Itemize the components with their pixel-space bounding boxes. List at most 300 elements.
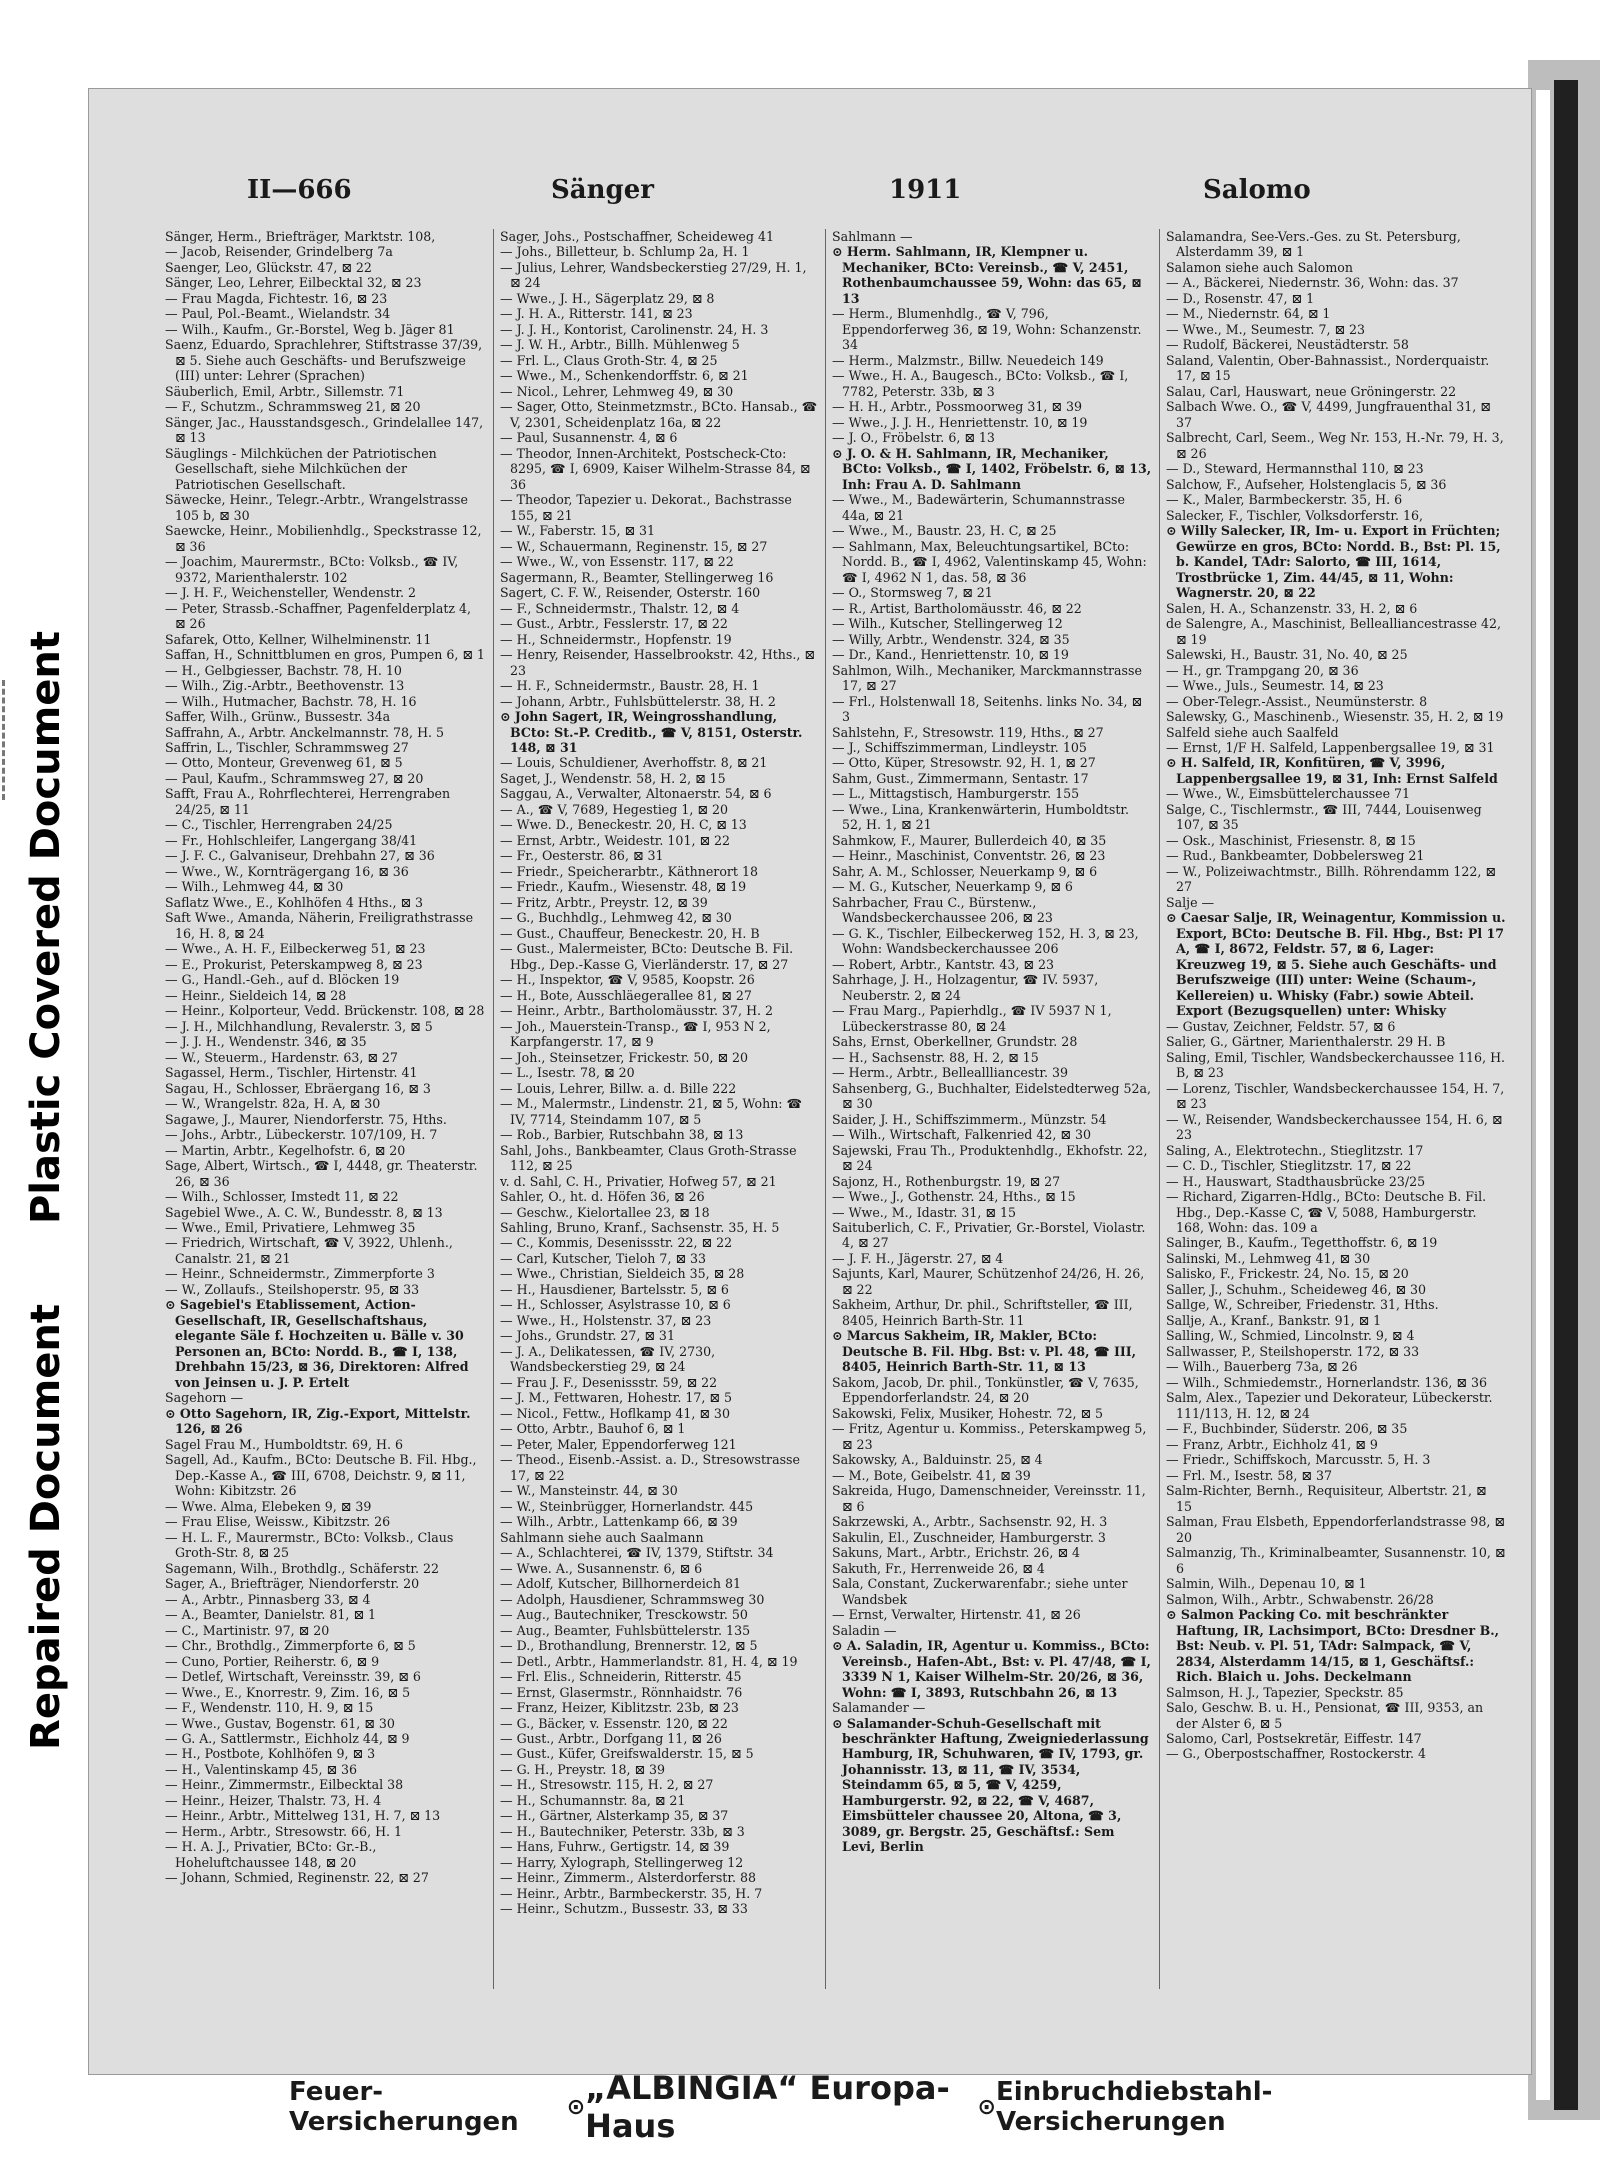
column-4 bbox=[1159, 229, 1506, 1989]
directory-entry: Saget, J., Wendenstr. 58, H. 2, ⊠ 15 bbox=[500, 770, 726, 786]
footer-right: Einbruchdiebstahl-Versicherungen bbox=[995, 2077, 1273, 2137]
footer-center: „ALBINGIA“ Europa-Haus bbox=[585, 2069, 950, 2145]
directory-entry: — F., Wendenstr. 110, H. 9, ⊠ 15 bbox=[165, 1700, 374, 1716]
directory-entry: — W., Steinbrügger, Hornerlandstr. 445 bbox=[500, 1498, 754, 1514]
directory-entry: Salau, Carl, Hauswart, neue Gröningerstr. 22 bbox=[1166, 383, 1457, 399]
directory-entry: — J. O., Fröbelstr. 6, ⊠ 13 bbox=[832, 430, 995, 446]
directory-entry: — Detlef, Wirtschaft, Vereinsstr. 39, ⊠ 6 bbox=[165, 1669, 421, 1685]
directory-entry: ⊙ Herm. Sahlmann, IR, Klempner u. Mechaniker, BCto: Vereinsb., ☎ V, 2451, Rothenbaumchaussee 59, Wohn: das 65, ⊠ 13 bbox=[832, 244, 1142, 306]
directory-entry: Salamon siehe auch Salomon bbox=[1166, 259, 1353, 275]
footer-sep-1: ⊙ bbox=[566, 2094, 586, 2120]
directory-entry: Sager, A., Briefträger, Niendorferstr. 20 bbox=[165, 1576, 420, 1592]
directory-entry: Sala, Constant, Zuckerwarenfabr.; siehe unter Wandsbek bbox=[832, 1576, 1128, 1607]
directory-entry: — Wwe. Alma, Elebeken 9, ⊠ 39 bbox=[165, 1498, 372, 1514]
directory-entry: — R., Artist, Bartholomäusstr. 46, ⊠ 22 bbox=[832, 600, 1082, 616]
directory-entry: — A., ☎ V, 7689, Hegestieg 1, ⊠ 20 bbox=[500, 801, 728, 817]
directory-entry: Sänger, Herm., Briefträger, Marktstr. 108, bbox=[165, 229, 436, 244]
directory-entry: — Louis, Lehrer, Billw. a. d. Bille 222 bbox=[500, 1080, 737, 1096]
directory-entry: — W., Wrangelstr. 82a, H. A, ⊠ 30 bbox=[165, 1096, 381, 1112]
directory-entry: Salmson, H. J., Tapezier, Speckstr. 85 bbox=[1166, 1684, 1404, 1700]
directory-entry: — Ernst, Arbtr., Weidestr. 101, ⊠ 22 bbox=[500, 832, 731, 848]
directory-entry: — Peter, Strassb.-Schaffner, Pagenfelderplatz 4, ⊠ 26 bbox=[165, 600, 472, 632]
directory-entry: Saggau, A., Verwalter, Altonaerstr. 54, ⊠ 6 bbox=[500, 786, 772, 802]
directory-entry: — Wwe., M., Seumestr. 7, ⊠ 23 bbox=[1166, 321, 1366, 337]
directory-entry: — M., Malermstr., Lindenstr. 21, ⊠ 5, Wohn: ☎ IV, 7714, Steindamm 107, ⊠ 5 bbox=[500, 1096, 803, 1127]
directory-entry: Saenz, Eduardo, Sprachlehrer, Stiftstrasse 37/39, ⊠ 5. Siehe auch Geschäfts- und Berufszweige (III) unter: Lehrer (Sprachen) bbox=[165, 337, 483, 384]
directory-entry: Sakheim, Arthur, Dr. phil., Schriftsteller, ☎ III, 8405, Heinrich Barth-Str. 11 bbox=[832, 1297, 1133, 1328]
directory-entry: Salje — bbox=[1166, 894, 1215, 910]
directory-entry: Sakulin, El., Zuschneider, Hamburgerstr. 3 bbox=[832, 1529, 1106, 1545]
directory-entry: Sagebiel Wwe., A. C. W., Bundesstr. 8, ⊠ 13 bbox=[165, 1204, 443, 1220]
directory-entry: — C. D., Tischler, Stieglitzstr. 17, ⊠ 22 bbox=[1166, 1158, 1412, 1174]
directory-entry: — Otto, Arbtr., Bauhof 6, ⊠ 1 bbox=[500, 1421, 686, 1437]
directory-entry: Salewsky, G., Maschinenb., Wiesenstr. 35, H. 2, ⊠ 19 bbox=[1166, 709, 1504, 725]
header-right-word: Salomo bbox=[1203, 175, 1311, 205]
directory-entry: — H., Valentinskamp 45, ⊠ 36 bbox=[165, 1761, 358, 1777]
directory-entry: — Frl. M., Isestr. 58, ⊠ 37 bbox=[1166, 1467, 1332, 1483]
directory-entry: — J. H., Milchhandlung, Revalerstr. 3, ⊠ 5 bbox=[165, 1018, 433, 1034]
directory-entry: Salmin, Wilh., Depenau 10, ⊠ 1 bbox=[1166, 1576, 1367, 1592]
directory-entry: — Friedr., Schiffskoch, Marcusstr. 5, H. 3 bbox=[1166, 1452, 1431, 1468]
directory-entry: Sahlmann — bbox=[832, 229, 913, 244]
directory-entry: — J. H. A., Ritterstr. 141, ⊠ 23 bbox=[500, 306, 693, 322]
directory-entry: — Wwe., Juls., Seumestr. 14, ⊠ 23 bbox=[1166, 678, 1384, 694]
directory-entry: — H., Schneidermstr., Hopfenstr. 19 bbox=[500, 631, 732, 647]
directory-entry: Safarek, Otto, Kellner, Wilhelminenstr. 11 bbox=[165, 631, 432, 647]
directory-entry: Sahm, Gust., Zimmermann, Sentastr. 17 bbox=[832, 770, 1089, 786]
directory-entry: — Wilh., Lehmweg 44, ⊠ 30 bbox=[165, 879, 344, 895]
directory-entry: — H., Hausdiener, Bartelsstr. 5, ⊠ 6 bbox=[500, 1281, 729, 1297]
directory-entry: — Joachim, Maurermstr., BCto: Volksb., ☎ IV, 9372, Marienthalerstr. 102 bbox=[165, 554, 459, 585]
directory-entry: Sagermann, R., Beamter, Stellingerweg 16 bbox=[500, 569, 774, 585]
directory-entry: — F., Buchbinder, Süderstr. 206, ⊠ 35 bbox=[1166, 1421, 1408, 1437]
directory-entry: Sagehorn — bbox=[165, 1390, 244, 1406]
directory-entry: Salling, W., Schmied, Lincolnstr. 9, ⊠ 4 bbox=[1166, 1328, 1415, 1344]
directory-entry: — J. J. H., Kontorist, Carolinenstr. 24, H. 3 bbox=[500, 321, 769, 337]
header-left-word: Sänger bbox=[551, 175, 654, 205]
directory-entry: — Nicol., Fettw., Hoflkamp 41, ⊠ 30 bbox=[500, 1405, 730, 1421]
directory-entry: — Gust., Küfer, Greifswalderstr. 15, ⊠ 5 bbox=[500, 1746, 754, 1762]
directory-entry: Salen, H. A., Schanzenstr. 33, H. 2, ⊠ 6 bbox=[1166, 600, 1418, 616]
directory-entry: Salmon, Wilh., Arbtr., Schwabenstr. 26/28 bbox=[1166, 1591, 1434, 1607]
directory-entry: Sahlmon, Wilh., Mechaniker, Marckmannstrasse 17, ⊠ 27 bbox=[832, 662, 1142, 694]
directory-entry: ⊙ John Sagert, IR, Weingrosshandlung, BCto: St.-P. Creditb., ☎ V, 8151, Osterstr. 148, ⊠ 31 bbox=[500, 709, 803, 755]
directory-entry: — Otto, Monteur, Grevenweg 61, ⊠ 5 bbox=[165, 755, 403, 771]
directory-entry: — Heinr., Kolporteur, Vedd. Brückenstr. 108, ⊠ 28 bbox=[165, 1003, 485, 1019]
directory-entry: — H. H., Arbtr., Possmoorweg 31, ⊠ 39 bbox=[832, 399, 1082, 415]
directory-entry: — M., Niedernstr. 64, ⊠ 1 bbox=[1166, 306, 1331, 322]
directory-entry: — Aug., Bautechniker, Tresckowstr. 50 bbox=[500, 1607, 748, 1623]
directory-entry: ⊙ Caesar Salje, IR, Weinagentur, Kommission u. Export, BCto: Deutsche B. Fil. Hbg., Bst: Pl 17 A, ☎ I, 8672, Feldstr. 57, ⊠ 6, Lager: Kreuzweg 19, ⊠ 5. Siehe auch Geschäfts- und Berufszweige (III) unter: Weine (Schaum-, Kellereien) u. Whisky (Fabr.) sowie Abteil. Export (Bezugsquellen) unter: Whisky bbox=[1166, 910, 1506, 1019]
directory-entry: — C., Tischler, Herrengraben 24/25 bbox=[165, 817, 393, 833]
directory-entry: Salfeld siehe auch Saalfeld bbox=[1166, 724, 1339, 740]
directory-entry: — Friedrich, Wirtschaft, ☎ V, 3922, Uhlenh., Canalstr. 21, ⊠ 21 bbox=[165, 1235, 453, 1266]
directory-entry: — H., Inspektor, ☎ V, 9585, Koopstr. 26 bbox=[500, 972, 755, 988]
directory-entry: — Detl., Arbtr., Hammerlandstr. 81, H. 4, ⊠ 19 bbox=[500, 1653, 798, 1669]
directory-entry: Salmanzig, Th., Kriminalbeamter, Susannenstr. 10, ⊠ 6 bbox=[1166, 1545, 1506, 1576]
directory-entry: — Jacob, Reisender, Grindelberg 7a bbox=[165, 244, 393, 260]
directory-entry: Sahl, Johs., Bankbeamter, Claus Groth-Strasse 112, ⊠ 25 bbox=[500, 1142, 797, 1174]
directory-entry: — Heinr., Arbtr., Mittelweg 131, H. 7, ⊠ 13 bbox=[165, 1808, 441, 1824]
directory-entry: Salchow, F., Aufseher, Holstenglacis 5, ⊠ 36 bbox=[1166, 476, 1447, 492]
directory-entry: — Paul, Kaufm., Schrammsweg 27, ⊠ 20 bbox=[165, 770, 424, 786]
directory-entry: — Wwe., J., Gothenstr. 24, Hths., ⊠ 15 bbox=[832, 1189, 1076, 1205]
side-label-plastic: Plastic Covered Document bbox=[23, 630, 69, 1224]
directory-entry: — Hans, Fuhrw., Gertigstr. 14, ⊠ 39 bbox=[500, 1839, 730, 1855]
directory-entry: Sajunts, Karl, Maurer, Schützenhof 24/26, H. 26, ⊠ 22 bbox=[832, 1266, 1145, 1297]
directory-entry: — D., Brothandlung, Brennerstr. 12, ⊠ 5 bbox=[500, 1638, 758, 1654]
directory-entry: — C., Kommis, Desenissstr. 22, ⊠ 22 bbox=[500, 1235, 733, 1251]
directory-entry: Sahsenberg, G., Buchhalter, Eidelstedterweg 52a, ⊠ 30 bbox=[832, 1080, 1151, 1112]
directory-entry: Sakom, Jacob, Dr. phil., Tonkünstler, ☎ V, 7635, Eppendorferlandstr. 24, ⊠ 20 bbox=[832, 1374, 1139, 1406]
directory-entry: ⊙ Marcus Sakheim, IR, Makler, BCto: Deutsche B. Fil. Hbg. Bst: v. Pl. 48, ☎ III, 8405, Heinrich Barth-Str. 11, ⊠ 13 bbox=[832, 1328, 1137, 1375]
directory-entry: — Frl., Holstenwall 18, Seitenhs. links No. 34, ⊠ 3 bbox=[832, 693, 1142, 725]
directory-entry: — A., Bäckerei, Niedernstr. 36, Wohn: das. 37 bbox=[1166, 275, 1459, 291]
directory-entry: — Frau Marg., Papierhdlg., ☎ IV 5937 N 1, Lübeckerstrasse 80, ⊠ 24 bbox=[832, 1003, 1112, 1034]
directory-entry: ⊙ Sagebiel's Etablissement, Action-Gesellschaft, IR, Gesellschaftshaus, elegante Säle f. Hochzeiten u. Bälle v. 30 Personen an, BCto: Nordd. B., ☎ I, 138, Drehbahn 15/23, ⊠ 36, Direktoren: Alfred von Jeinsen u. J. P. Ertelt bbox=[165, 1297, 469, 1390]
directory-entry: — H. L. F., Maurermstr., BCto: Volksb., Claus Groth-Str. 8, ⊠ 25 bbox=[165, 1529, 454, 1561]
directory-entry: — Heinr., Maschinist, Conventstr. 26, ⊠ 23 bbox=[832, 848, 1106, 864]
directory-entry: Saller, J., Schuhm., Scheideweg 46, ⊠ 30 bbox=[1166, 1281, 1427, 1297]
directory-entry: — Sager, Otto, Steinmetzmstr., BCto. Hansab., ☎ V, 2301, Scheidenplatz 16a, ⊠ 22 bbox=[500, 399, 818, 430]
directory-entry: — Theodor, Tapezier u. Dekorat., Bachstrasse 155, ⊠ 21 bbox=[500, 492, 792, 523]
side-label bbox=[6, 560, 86, 1820]
directory-entry: — Nicol., Lehrer, Lehmweg 49, ⊠ 30 bbox=[500, 383, 734, 399]
directory-entry: Säuglings - Milchküchen der Patriotischen Gesellschaft, siehe Milchküchen der Patriotischen Gesellschaft. bbox=[165, 445, 437, 492]
directory-entry: — L., Mittagstisch, Hamburgerstr. 155 bbox=[832, 786, 1080, 802]
side-label-repaired: Repaired Document bbox=[23, 1303, 69, 1750]
directory-entry: Salamander — bbox=[832, 1700, 926, 1716]
directory-entry: Salm, Alex., Tapezier und Dekorateur, Lübeckerstr. 111/113, H. 12, ⊠ 24 bbox=[1166, 1390, 1493, 1421]
directory-entry: — Otto, Küper, Stresowstr. 92, H. 1, ⊠ 27 bbox=[832, 755, 1096, 771]
directory-entry: — Harry, Xylograph, Stellingerweg 12 bbox=[500, 1854, 744, 1870]
directory-entry: Saland, Valentin, Ober-Bahnassist., Norderquaistr. 17, ⊠ 15 bbox=[1166, 352, 1490, 384]
directory-entry: — Fr., Oesterstr. 86, ⊠ 31 bbox=[500, 848, 664, 864]
directory-entry: — Paul, Pol.-Beamt., Wielandstr. 34 bbox=[165, 306, 391, 322]
directory-entry: — Cuno, Portier, Reiherstr. 6, ⊠ 9 bbox=[165, 1653, 380, 1669]
directory-entry: — Johann, Arbtr., Fuhlsbüttelerstr. 38, H. 2 bbox=[500, 693, 776, 709]
directory-entry: Sakowski, Felix, Musiker, Hohestr. 72, ⊠ 5 bbox=[832, 1405, 1104, 1421]
directory-entry: Sajewski, Frau Th., Produktenhdlg., Ekhofstr. 22, ⊠ 24 bbox=[832, 1142, 1148, 1174]
directory-entry: — D., Rosenstr. 47, ⊠ 1 bbox=[1166, 290, 1315, 306]
directory-entry: — J., Schiffszimmerman, Lindleystr. 105 bbox=[832, 739, 1087, 755]
directory-entry: — J. F. H., Jägerstr. 27, ⊠ 4 bbox=[832, 1250, 1004, 1266]
directory-entry: — G. A., Sattlermstr., Eichholz 44, ⊠ 9 bbox=[165, 1730, 410, 1746]
directory-entry: — Joh., Mauerstein-Transp., ☎ I, 953 N 2, Karpfangerstr. 17, ⊠ 9 bbox=[500, 1018, 771, 1050]
directory-entry: — G., Oberpostschaffner, Rostockerstr. 4 bbox=[1166, 1746, 1427, 1762]
directory-entry: — G., Handl.-Geh., auf d. Blöcken 19 bbox=[165, 972, 400, 988]
directory-entry: — Chr., Brothdlg., Zimmerpforte 6, ⊠ 5 bbox=[165, 1638, 416, 1654]
directory-entry: — H., Sachsenstr. 88, H. 2, ⊠ 15 bbox=[832, 1049, 1039, 1065]
directory-entry: Salbrecht, Carl, Seem., Weg Nr. 153, H.-Nr. 79, H. 3, ⊠ 26 bbox=[1166, 430, 1504, 461]
directory-entry: — Sahlmann, Max, Beleuchtungsartikel, BCto: Nordd. B., ☎ I, 4962, Valentinskamp 45, Wohn: ☎ I, 4962 N 1, das. 58, ⊠ 36 bbox=[832, 538, 1147, 585]
directory-entry: Sagemann, Wilh., Brothdlg., Schäferstr. 22 bbox=[165, 1560, 440, 1576]
directory-entry: — H., Bautechniker, Peterstr. 33b, ⊠ 3 bbox=[500, 1823, 745, 1839]
directory-entry: — K., Maler, Barmbeckerstr. 35, H. 6 bbox=[1166, 492, 1403, 508]
column-2 bbox=[493, 229, 824, 1989]
directory-entry: — J. W. H., Arbtr., Billh. Mühlenweg 5 bbox=[500, 337, 740, 353]
directory-entry: — Wwe., A. H. F., Eilbeckerweg 51, ⊠ 23 bbox=[165, 941, 426, 957]
directory-entry: de Salengre, A., Maschinist, Bellealliancestrasse 42, ⊠ 19 bbox=[1166, 616, 1502, 647]
directory-entry: ⊙ A. Saladin, IR, Agentur u. Kommiss., BCto: Vereinsb., Hafen-Abt., Bst: v. Pl. 47/48, ☎ I, 3339 N 1, Kaiser Wilhelm-Str. 20/26, ⊠ 36, Wohn: ☎ I, 3893, Rutschbahn 26, ⊠ 13 bbox=[832, 1638, 1151, 1700]
directory-entry: — O., Stormsweg 7, ⊠ 21 bbox=[832, 585, 993, 601]
directory-entry: — Franz, Heizer, Kiblitzstr. 23b, ⊠ 23 bbox=[500, 1700, 739, 1716]
directory-entry: Salman, Frau Elsbeth, Eppendorferlandstrasse 98, ⊠ 20 bbox=[1166, 1514, 1505, 1545]
directory-entry: ⊙ Otto Sagehorn, IR, Zig.-Export, Mittelstr. 126, ⊠ 26 bbox=[165, 1405, 471, 1437]
directory-entry: ⊙ Salmon Packing Co. mit beschränkter Haftung, IR, Lachsimport, BCto: Dresdner B., Bst: Neub. v. Pl. 51, TAdr: Salmpack, ☎ V, 2834, Alsterdamm 14/15, ⊠ 1, Geschäftsf.: Rich. Blaich u. Johs. Deckelmann bbox=[1166, 1607, 1499, 1685]
directory-entry: — Theod., Eisenb.-Assist. a. D., Stresowstrasse 17, ⊠ 22 bbox=[500, 1452, 800, 1483]
directory-entry: — W., Polizeiwachtmstr., Billh. Röhrendamm 122, ⊠ 27 bbox=[1166, 863, 1496, 895]
directory-entry: — Heinr., Sieldeich 14, ⊠ 28 bbox=[165, 987, 347, 1003]
directory-entry: — Wwe., W., von Essenstr. 117, ⊠ 22 bbox=[500, 554, 734, 570]
directory-entry: Saewcke, Heinr., Mobilienhdlg., Speckstrasse 12, ⊠ 36 bbox=[165, 523, 482, 554]
directory-entry: Salamandra, See-Vers.-Ges. zu St. Petersburg, Alsterdamm 39, ⊠ 1 bbox=[1166, 229, 1461, 260]
directory-entry: — Wilh., Bauerberg 73a, ⊠ 26 bbox=[1166, 1359, 1358, 1375]
directory-entry: — Henry, Reisender, Hasselbrookstr. 42, Hths., ⊠ 23 bbox=[500, 647, 815, 678]
column-1 bbox=[165, 229, 491, 1989]
directory-entry: — Heinr., Arbtr., Barmbeckerstr. 35, H. 7 bbox=[500, 1885, 763, 1901]
directory-entry: — Wwe., Christian, Sieldeich 35, ⊠ 28 bbox=[500, 1266, 745, 1282]
directory-entry: — Gust., Arbtr., Fesslerstr. 17, ⊠ 22 bbox=[500, 616, 728, 632]
directory-entry: — Adolph, Hausdiener, Schrammsweg 30 bbox=[500, 1591, 765, 1607]
directory-entry: — Gustav, Zeichner, Feldstr. 57, ⊠ 6 bbox=[1166, 1018, 1396, 1034]
directory-entry: Safft, Frau A., Rohrflechterei, Herrengraben 24/25, ⊠ 11 bbox=[165, 786, 451, 817]
directory-entry: Sakowsky, A., Balduinstr. 25, ⊠ 4 bbox=[832, 1452, 1043, 1468]
directory-entry: — Friedr., Kaufm., Wiesenstr. 48, ⊠ 19 bbox=[500, 879, 747, 895]
directory-entry: Salecker, F., Tischler, Volksdorferstr. 16, bbox=[1166, 507, 1423, 523]
directory-entry: — Frl. Elis., Schneiderin, Ritterstr. 45 bbox=[500, 1669, 742, 1685]
directory-entry: Saffrin, L., Tischler, Schrammsweg 27 bbox=[165, 739, 409, 755]
directory-entry: — Gust., Arbtr., Dorfgang 11, ⊠ 26 bbox=[500, 1730, 722, 1746]
directory-entry: — Carl, Kutscher, Tieloh 7, ⊠ 33 bbox=[500, 1250, 707, 1266]
directory-entry: — Wwe., Emil, Privatiere, Lehmweg 35 bbox=[165, 1220, 416, 1235]
directory-entry: — Lorenz, Tischler, Wandsbeckerchaussee 154, H. 7, ⊠ 23 bbox=[1166, 1080, 1505, 1112]
directory-entry: ⊙ Salamander-Schuh-Gesellschaft mit beschränkter Haftung, Zweigniederlassung Hamburg, IR, Schuhwaren, ☎ IV, 1793, gr. Johannisstr. 13, ⊠ 11, ☎ IV, 3534, Steindamm 65, ⊠ 5, ☎ V, 4259, Hamburgerstr. 92, ⊠ 22, ☎ V, 4687, Eimsbütteler chaussee 20, Altona, ☎ 3, 3089, gr. Bergstr. 25, Geschäftsf.: Sem Levi, Berlin bbox=[832, 1715, 1149, 1855]
directory-entry: — Peter, Maler, Eppendorferweg 121 bbox=[500, 1436, 737, 1452]
directory-entry: — Ober-Telegr.-Assist., Neumünsterstr. 8 bbox=[1166, 693, 1428, 709]
directory-entry: — W., Reisender, Wandsbeckerchaussee 154, H. 6, ⊠ 23 bbox=[1166, 1111, 1503, 1143]
directory-entry: — Fritz, Arbtr., Preystr. 12, ⊠ 39 bbox=[500, 894, 708, 910]
directory-entry: Sallge, W., Schreiber, Friedenstr. 31, Hths. bbox=[1166, 1297, 1439, 1313]
directory-entry: — W., Mansteinstr. 44, ⊠ 30 bbox=[500, 1483, 678, 1499]
directory-entry: Sakreida, Hugo, Damenschneider, Vereinsstr. 11, ⊠ 6 bbox=[832, 1483, 1146, 1514]
directory-entry: — J. A., Delikatessen, ☎ IV, 2730, Wandsbeckerstieg 29, ⊠ 24 bbox=[500, 1343, 716, 1375]
directory-entry: — Ernst, Verwalter, Hirtenstr. 41, ⊠ 26 bbox=[832, 1607, 1081, 1623]
directory-entry: Sagert, C. F. W., Reisender, Osterstr. 160 bbox=[500, 585, 761, 601]
directory-entry: Sagel Frau M., Humboldtstr. 69, H. 6 bbox=[165, 1436, 403, 1452]
directory-entry: — Wwe., M., Badewärterin, Schumannstrasse 44a, ⊠ 21 bbox=[832, 492, 1125, 523]
directory-entry: Salewski, H., Baustr. 31, No. 40, ⊠ 25 bbox=[1166, 647, 1408, 663]
directory-entry: — Wwe., W., Kornträgergang 16, ⊠ 36 bbox=[165, 863, 409, 879]
directory-entry: Salbach Wwe. O., ☎ V, 4499, Jungfrauenthal 31, ⊠ 37 bbox=[1166, 399, 1491, 430]
footer-sep-2: ⊙ bbox=[977, 2094, 996, 2120]
directory-entry: — Wwe. D., Beneckestr. 20, H. C, ⊠ 13 bbox=[500, 817, 747, 833]
directory-entry: — Heinr., Schneidermstr., Zimmerpforte 3 bbox=[165, 1266, 435, 1282]
directory-entry: — J. F. C., Galvaniseur, Drehbahn 27, ⊠ 36 bbox=[165, 848, 435, 864]
directory-entry: — F., Schneidermstr., Thalstr. 12, ⊠ 4 bbox=[500, 600, 740, 616]
directory-entry: Sahrbacher, Frau C., Bürstenw., Wandsbeckerchaussee 206, ⊠ 23 bbox=[832, 894, 1053, 926]
directory-entry: Saituberlich, C. F., Privatier, Gr.-Borstel, Violastr. 4, ⊠ 27 bbox=[832, 1220, 1146, 1251]
directory-entry: — Wwe., J. J. H., Henriettenstr. 10, ⊠ 19 bbox=[832, 414, 1088, 430]
directory-entry: Saffan, H., Schnittblumen en gros, Pumpen 6, ⊠ 1 bbox=[165, 647, 485, 663]
directory-entry: — M. G., Kutscher, Neuerkamp 9, ⊠ 6 bbox=[832, 879, 1073, 895]
directory-entry: — Wilh., Kaufm., Gr.-Borstel, Weg b. Jäger 81 bbox=[165, 321, 455, 337]
directory-entry: — Ernst, Glasermstr., Rönnhaidstr. 76 bbox=[500, 1684, 743, 1700]
directory-entry: Salm-Richter, Bernh., Requisiteur, Albertstr. 21, ⊠ 15 bbox=[1166, 1483, 1487, 1514]
directory-entry: Sager, Johs., Postschaffner, Scheideweg 41 bbox=[500, 229, 774, 244]
directory-entry: — C., Martinistr. 97, ⊠ 20 bbox=[165, 1622, 330, 1638]
directory-entry: — Frau Elise, Weissw., Kibitzstr. 26 bbox=[165, 1514, 391, 1530]
directory-entry: — Rudolf, Bäckerei, Neustädterstr. 58 bbox=[1166, 337, 1409, 353]
directory-entry: — Heinr., Zimmerm., Alsterdorferstr. 88 bbox=[500, 1870, 757, 1886]
directory-entry: — Wwe., M., Baustr. 23, H. C, ⊠ 25 bbox=[832, 523, 1057, 539]
directory-entry: — Rud., Bankbeamter, Dobbelersweg 21 bbox=[1166, 848, 1425, 864]
directory-entry: — Wilh., Schmiedemstr., Hornerlandstr. 136, ⊠ 36 bbox=[1166, 1374, 1488, 1390]
directory-entry: — A., Arbtr., Pinnasberg 33, ⊠ 4 bbox=[165, 1591, 371, 1607]
page-footer bbox=[289, 2069, 1431, 2145]
directory-entry: Salo, Geschw. B. u. H., Pensionat, ☎ III, 9353, an der Alster 6, ⊠ 5 bbox=[1166, 1700, 1484, 1731]
directory-entry: — E., Prokurist, Peterskampweg 8, ⊠ 23 bbox=[165, 956, 423, 972]
directory-entry: — Heinr., Arbtr., Bartholomäusstr. 37, H. 2 bbox=[500, 1003, 774, 1019]
directory-entry: — Frau Magda, Fichtestr. 16, ⊠ 23 bbox=[165, 290, 388, 306]
directory-entry: — Herm., Arbtr., Belleallliancestr. 39 bbox=[832, 1065, 1069, 1081]
directory-entry: — Wwe., J. H., Sägerplatz 29, ⊠ 8 bbox=[500, 290, 715, 306]
directory-entry: — G. H., Preystr. 18, ⊠ 39 bbox=[500, 1761, 666, 1777]
directory-entry: — F., Schutzm., Schrammsweg 21, ⊠ 20 bbox=[165, 399, 421, 415]
directory-entry: — J. J. H., Wendenstr. 346, ⊠ 35 bbox=[165, 1034, 367, 1050]
directory-columns bbox=[165, 229, 1510, 1989]
directory-entry: ⊙ Willy Salecker, IR, Im- u. Export in Früchten; Gewürze en gros, BCto: Nordd. B., Bst: Pl. 15, b. Kandel, TAdr: Salorto, ☎ III, 1614, Trostbrücke 1, Zim. 44/45, ⊠ 11, Wohn: Wagnerstr. 20, ⊠ 22 bbox=[1166, 523, 1501, 601]
directory-entry: — A., Beamter, Danielstr. 81, ⊠ 1 bbox=[165, 1607, 377, 1623]
directory-entry: Salinger, B., Kaufm., Tegetthoffstr. 6, ⊠ 19 bbox=[1166, 1235, 1438, 1251]
directory-entry: ⊙ H. Salfeld, IR, Konfitüren, ☎ V, 3996, Lappenbergsallee 19, ⊠ 31, Inh: Ernst Salfeld bbox=[1166, 755, 1498, 786]
directory-entry: — Johs., Billetteur, b. Schlump 2a, H. 1 bbox=[500, 244, 750, 260]
directory-entry: — J. M., Fettwaren, Hohestr. 17, ⊠ 5 bbox=[500, 1390, 732, 1406]
directory-entry: Sahmkow, F., Maurer, Bullerdeich 40, ⊠ 35 bbox=[832, 832, 1107, 848]
directory-entry: Sänger, Leo, Lehrer, Eilbecktal 32, ⊠ 23 bbox=[165, 275, 422, 291]
directory-entry: — H., Bote, Ausschläegerallee 81, ⊠ 27 bbox=[500, 987, 752, 1003]
directory-entry: — W., Faberstr. 15, ⊠ 31 bbox=[500, 523, 656, 539]
directory-entry: — H., Schlosser, Asylstrasse 10, ⊠ 6 bbox=[500, 1297, 731, 1313]
directory-entry: Saling, A., Elektrotechn., Stieglitzstr. 17 bbox=[1166, 1142, 1424, 1158]
directory-entry: — H., Gelbgiesser, Bachstr. 78, H. 10 bbox=[165, 662, 402, 678]
directory-entry: Sakuns, Mart., Arbtr., Erichstr. 26, ⊠ 4 bbox=[832, 1545, 1081, 1561]
directory-entry: Saft Wwe., Amanda, Näherin, Freiligrathstrasse 16, H. 8, ⊠ 24 bbox=[165, 910, 474, 941]
directory-entry: — Wilh., Arbtr., Lattenkamp 66, ⊠ 39 bbox=[500, 1514, 738, 1530]
directory-entry: — Wwe., Lina, Krankenwärterin, Humboldtstr. 52, H. 1, ⊠ 21 bbox=[832, 801, 1130, 833]
page-header bbox=[199, 175, 1491, 209]
directory-entry: — Julius, Lehrer, Wandsbeckerstieg 27/29, H. 1, ⊠ 24 bbox=[500, 259, 807, 291]
directory-entry: — Wilh., Schlosser, Imstedt 11, ⊠ 22 bbox=[165, 1189, 399, 1205]
directory-entry: — Johs., Grundstr. 27, ⊠ 31 bbox=[500, 1328, 675, 1344]
directory-entry: — H. A. J., Privatier, BCto: Gr.-B., Hoheluftchaussee 148, ⊠ 20 bbox=[165, 1839, 377, 1870]
directory-entry: Säwecke, Heinr., Telegr.-Arbtr., Wrangelstrasse 105 b, ⊠ 30 bbox=[165, 492, 468, 523]
directory-entry: — Paul, Susannenstr. 4, ⊠ 6 bbox=[500, 430, 678, 446]
directory-entry: — H., Stresowstr. 115, H. 2, ⊠ 27 bbox=[500, 1777, 714, 1793]
directory-entry: Sahlstehn, F., Stresowstr. 119, Hths., ⊠ 27 bbox=[832, 724, 1104, 740]
directory-entry: Salisko, F., Frickestr. 24, No. 15, ⊠ 20 bbox=[1166, 1266, 1409, 1282]
directory-entry: Sakrzewski, A., Arbtr., Sachsenstr. 92, H. 3 bbox=[832, 1514, 1108, 1530]
directory-entry: Sahr, A. M., Schlosser, Neuerkamp 9, ⊠ 6 bbox=[832, 863, 1098, 879]
directory-entry: — H., gr. Trampgang 20, ⊠ 36 bbox=[1166, 662, 1359, 678]
adjacent-page-edge bbox=[1528, 60, 1600, 2120]
directory-entry: — Osk., Maschinist, Friesenstr. 8, ⊠ 15 bbox=[1166, 832, 1416, 848]
directory-entry: — Ernst, 1/F H. Salfeld, Lappenbergsallee 19, ⊠ 31 bbox=[1166, 739, 1495, 755]
directory-entry: Saffer, Wilh., Grünw., Bussestr. 34a bbox=[165, 709, 391, 725]
directory-entry: Sahler, O., ht. d. Höfen 36, ⊠ 26 bbox=[500, 1189, 705, 1205]
directory-entry: Sakuth, Fr., Herrenweide 26, ⊠ 4 bbox=[832, 1560, 1045, 1576]
footer-left: Feuer-Versicherungen bbox=[289, 2077, 519, 2137]
directory-entry: — Rob., Barbier, Rutschbahn 38, ⊠ 13 bbox=[500, 1127, 744, 1143]
directory-entry: — Wwe., E., Knorrestr. 9, Zim. 16, ⊠ 5 bbox=[165, 1684, 411, 1700]
directory-entry: — Joh., Steinsetzer, Frickestr. 50, ⊠ 20 bbox=[500, 1049, 749, 1065]
directory-entry: — Wwe. A., Susannenstr. 6, ⊠ 6 bbox=[500, 1560, 703, 1576]
directory-entry: — Dr., Kand., Henriettenstr. 10, ⊠ 19 bbox=[832, 647, 1069, 663]
directory-entry: — Richard, Zigarren-Hdlg., BCto: Deutsche B. Fil. Hbg., Dep.-Kasse C, ☎ V, 5088, Hamburgerstr. 168, Wohn: das. 109 a bbox=[1166, 1189, 1487, 1235]
directory-entry: — Heinr., Schutzm., Bussestr. 33, ⊠ 33 bbox=[500, 1901, 748, 1917]
directory-entry: ⊙ J. O. & H. Sahlmann, IR, Mechaniker, BCto: Volksb., ☎ I, 1402, Fröbelstr. 6, ⊠ 13, Inh: Frau A. D. Sahlmann bbox=[832, 445, 1152, 492]
directory-entry: — W., Schauermann, Reginenstr. 15, ⊠ 27 bbox=[500, 538, 768, 554]
directory-entry: — Wilh., Wirtschaft, Falkenried 42, ⊠ 30 bbox=[832, 1127, 1091, 1143]
directory-entry: Saflatz Wwe., E., Kohlhöfen 4 Hths., ⊠ 3 bbox=[165, 894, 424, 910]
directory-entry: — L., Isestr. 78, ⊠ 20 bbox=[500, 1065, 635, 1081]
directory-entry: — Wwe., M., Idastr. 31, ⊠ 15 bbox=[832, 1204, 1017, 1220]
page-number: II—666 bbox=[247, 175, 352, 205]
directory-entry: — Theodor, Innen-Architekt, Postscheck-Cto: 8295, ☎ I, 6909, Kaiser Wilhelm-Strasse 84, ⊠ 36 bbox=[500, 445, 811, 492]
directory-entry: — Wwe., Gustav, Bogenstr. 61, ⊠ 30 bbox=[165, 1715, 395, 1731]
directory-entry: — M., Bote, Geibelstr. 41, ⊠ 39 bbox=[832, 1467, 1031, 1483]
directory-entry: — G., Bäcker, v. Essenstr. 120, ⊠ 22 bbox=[500, 1715, 728, 1731]
directory-entry: — Gust., Chauffeur, Beneckestr. 20, H. B bbox=[500, 925, 760, 941]
directory-entry: — Frau J. F., Desenissstr. 59, ⊠ 22 bbox=[500, 1374, 718, 1390]
directory-entry: Saider, J. H., Schiffszimmerm., Münzstr. 54 bbox=[832, 1111, 1107, 1127]
directory-entry: — Friedr., Speicherarbtr., Käthnerort 18 bbox=[500, 863, 759, 879]
directory-entry: — Herm., Arbtr., Stresowstr. 66, H. 1 bbox=[165, 1823, 403, 1839]
directory-entry: — Heinr., Zimmermstr., Eilbecktal 38 bbox=[165, 1777, 404, 1793]
directory-entry: Saffrahn, A., Arbtr. Anckelmannstr. 78, H. 5 bbox=[165, 724, 445, 740]
directory-entry: — Johann, Schmied, Reginenstr. 22, ⊠ 27 bbox=[165, 1870, 429, 1886]
directory-entry: — Wilh., Zig.-Arbtr., Beethovenstr. 13 bbox=[165, 678, 405, 694]
directory-entry: Saling, Emil, Tischler, Wandsbeckerchaussee 116, H. B, ⊠ 23 bbox=[1166, 1049, 1506, 1081]
directory-entry: — Robert, Arbtr., Kantstr. 43, ⊠ 23 bbox=[832, 956, 1055, 972]
directory-entry: Salge, C., Tischlermstr., ☎ III, 7444, Louisenweg 107, ⊠ 35 bbox=[1166, 801, 1482, 833]
directory-entry: Salinski, M., Lehmweg 41, ⊠ 30 bbox=[1166, 1250, 1371, 1266]
directory-entry: Sänger, Jac., Hausstandsgesch., Grindelallee 147, ⊠ 13 bbox=[165, 414, 484, 446]
directory-entry: Sagassel, Herm., Tischler, Hirtenstr. 41 bbox=[165, 1065, 418, 1081]
directory-entry: — Martin, Arbtr., Kegelhofstr. 6, ⊠ 20 bbox=[165, 1142, 406, 1158]
directory-entry: — Johs., Arbtr., Lübeckerstr. 107/109, H. 7 bbox=[165, 1127, 438, 1143]
directory-entry: Sagell, Ad., Kaufm., BCto: Deutsche B. Fil. Hbg., Dep.-Kasse A., ☎ III, 6708, Deichstr. 9, ⊠ 11, Wohn: Kibitzstr. 26 bbox=[165, 1452, 477, 1499]
directory-entry: — Heinr., Heizer, Thalstr. 73, H. 4 bbox=[165, 1792, 382, 1808]
directory-entry: — Wilh., Hutmacher, Bachstr. 78, H. 16 bbox=[165, 693, 417, 709]
scanned-page bbox=[88, 88, 1532, 2145]
directory-entry: v. d. Sahl, C. H., Privatier, Hofweg 57, ⊠ 21 bbox=[500, 1173, 777, 1189]
directory-entry: — Wwe., W., Eimsbüttelerchaussee 71 bbox=[1166, 786, 1411, 802]
directory-entry: — H., Schumannstr. 8a, ⊠ 21 bbox=[500, 1792, 686, 1808]
directory-entry: — Fritz, Agentur u. Kommiss., Peterskampweg 5, ⊠ 23 bbox=[832, 1421, 1147, 1452]
directory-entry: — Aug., Beamter, Fuhlsbüttelerstr. 135 bbox=[500, 1622, 751, 1638]
directory-entry: Salomo, Carl, Postsekretär, Eiffestr. 147 bbox=[1166, 1730, 1422, 1746]
directory-entry: — Geschw., Kielortallee 23, ⊠ 18 bbox=[500, 1204, 710, 1220]
directory-entry: Sagau, H., Schlosser, Ebräergang 16, ⊠ 3 bbox=[165, 1080, 431, 1096]
directory-entry: — Wwe., H., Holstenstr. 37, ⊠ 23 bbox=[500, 1312, 712, 1328]
directory-entry: Sallwasser, P., Steilshoperstr. 172, ⊠ 33 bbox=[1166, 1343, 1420, 1359]
header-year: 1911 bbox=[889, 175, 962, 205]
directory-entry: Saladin — bbox=[832, 1622, 897, 1638]
directory-entry: — D., Steward, Hermannsthal 110, ⊠ 23 bbox=[1166, 461, 1424, 477]
directory-entry: Sallje, A., Kranf., Bankstr. 91, ⊠ 1 bbox=[1166, 1312, 1382, 1328]
directory-entry: — Franz, Arbtr., Eichholz 41, ⊠ 9 bbox=[1166, 1436, 1378, 1452]
